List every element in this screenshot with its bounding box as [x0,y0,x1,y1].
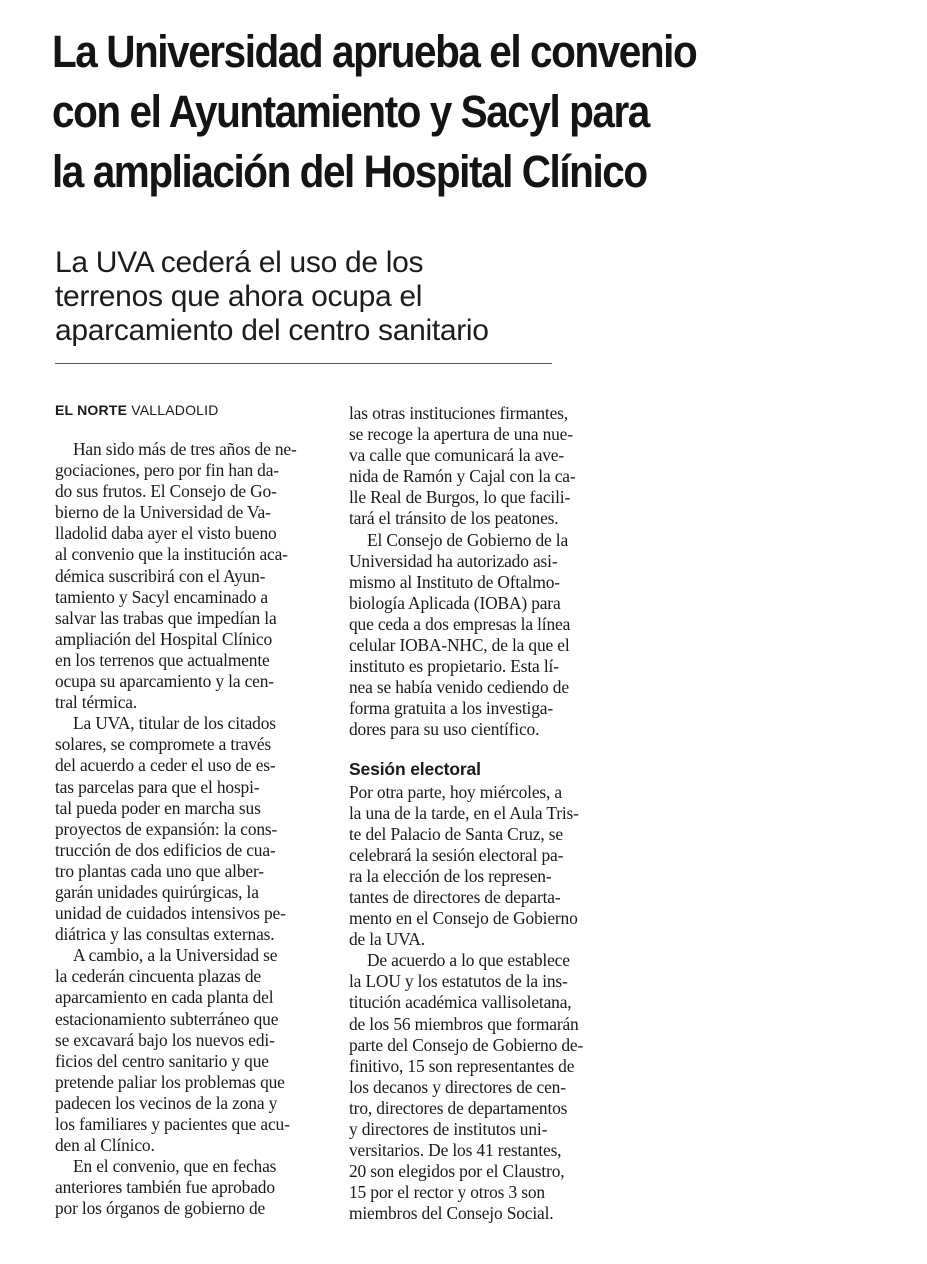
text-line: salvar las trabas que impedían la [55,607,277,628]
text-line: ampliación del Hospital Clínico [55,628,273,649]
text-line: de los 56 miembros que formarán [349,1013,579,1034]
text-line: en los terrenos que actualmente [55,649,270,670]
byline-location: VALLADOLID [131,402,219,418]
text-line: de la UVA. [349,929,425,950]
text-line: proyectos de expansión: la cons- [55,818,278,839]
subheadline-line: La UVA cederá el uso de los [55,246,424,279]
byline [55,402,219,418]
text-line: padecen los vecinos de la zona y [55,1092,278,1113]
byline-source: EL NORTE [55,402,128,418]
text-line: parte del Consejo de Gobierno de- [349,1034,584,1055]
text-line: unidad de cuidados intensivos pe- [55,903,286,924]
subheadline-line: aparcamiento del centro sanitario [55,314,489,347]
text-line: solares, se compromete a través [55,734,272,755]
subheadline-line: terrenos que ahora ocupa el [55,280,423,313]
text-line: bierno de la Universidad de Va- [55,502,271,523]
text-line: que ceda a dos empresas la línea [349,613,571,634]
text-line: va calle que comunicará la ave- [349,445,565,466]
text-line: A cambio, a la Universidad se [73,945,278,966]
text-line: forma gratuita a los investiga- [349,698,553,719]
text-line: biología Aplicada (IOBA) para [349,592,561,613]
subheadline [55,246,615,348]
text-line: ficios del centro sanitario y que [55,1050,269,1071]
text-line: 20 son elegidos por el Claustro, [349,1161,565,1182]
text-line: tantes de directores de departa- [349,886,561,907]
text-line: diátrica y las consultas externas. [55,924,275,945]
text-line: finitivo, 15 son representantes de [349,1055,575,1076]
text-line: De acuerdo a lo que establece [367,950,570,971]
text-line: las otras instituciones firmantes, [349,403,568,423]
text-line: nida de Ramón y Cajal con la ca- [349,466,576,487]
text-line: por los órganos de gobierno de [55,1198,266,1219]
text-line: tal pueda poder en marcha sus [55,797,261,818]
text-line: miembros del Consejo Social. [349,1203,554,1224]
text-line: trucción de dos edificios de cua- [55,839,276,860]
text-line: dores para su uso científico. [349,719,540,740]
left-column [55,439,320,1219]
text-line: ocupa su aparcamiento y la cen- [55,671,274,692]
text-line: ra la elección de los represen- [349,865,552,886]
text-line: tral térmica. [55,692,138,713]
text-line: nea se había venido cediendo de [349,677,569,698]
text-line: los familiares y pacientes que acu- [55,1114,290,1134]
section-heading: Sesión electoral [349,758,481,779]
text-line: la una de la tarde, en el Aula Tris- [349,802,579,823]
text-line: lladolid daba ayer el visto bueno [55,523,277,544]
text-line: Por otra parte, hoy miércoles, a [349,781,562,802]
text-line: tará el tránsito de los peatones. [349,508,559,529]
text-line: tro plantas cada uno que alber- [55,860,264,881]
headline-line: con el Ayuntamiento y Sacyl para [52,86,649,137]
text-line: los decanos y directores de cen- [349,1076,566,1097]
text-line: mento en el Consejo de Gobierno [349,908,578,929]
text-line: den al Clínico. [55,1135,155,1156]
text-line: tro, directores de departamentos [349,1097,568,1118]
text-line: estacionamiento subterráneo que [55,1008,279,1029]
text-line: aparcamiento en cada planta del [55,987,274,1008]
text-line: démica suscribirá con el Ayun- [55,565,266,586]
text-line: Han sido más de tres años de ne- [73,439,297,459]
text-line: la cederán cincuenta plazas de [55,966,261,987]
text-line: do sus frutos. El Consejo de Go- [55,481,277,502]
text-line: celebrará la sesión electoral pa- [349,844,564,865]
text-line: La UVA, titular de los citados [73,713,276,734]
right-column [349,403,613,1224]
text-line: tamiento y Sacyl encaminado a [55,586,268,607]
subheadline-divider [55,363,552,364]
text-line: y directores de institutos uni- [349,1119,548,1139]
text-line: pretende paliar los problemas que [55,1071,285,1092]
text-line: versitarios. De los 41 restantes, [349,1140,562,1161]
text-line: 15 por el rector y otros 3 son [349,1182,545,1203]
text-line: lle Real de Burgos, lo que facili- [349,487,571,508]
text-line: garán unidades quirúrgicas, la [55,881,259,902]
headline [52,22,835,202]
text-line: se excavará bajo los nuevos edi- [55,1029,275,1050]
text-line: te del Palacio de Santa Cruz, se [349,823,563,844]
text-line: El Consejo de Gobierno de la [367,529,569,550]
text-line: mismo al Instituto de Oftalmo- [349,571,560,592]
text-line: instituto es propietario. Esta lí- [349,656,559,677]
text-line: titución académica vallisoletana, [349,992,572,1013]
text-line: gociaciones, pero por fin han da- [55,460,279,481]
text-line: se recoge la apertura de una nue- [349,424,573,445]
text-line: la LOU y los estatutos de la ins- [349,971,568,992]
text-line: anteriores también fue aprobado [55,1177,275,1198]
text-line: tas parcelas para que el hospi- [55,776,260,797]
text-line: celular IOBA-NHC, de la que el [349,635,570,656]
text-line: del acuerdo a ceder el uso de es- [55,755,276,776]
headline-line: La Universidad aprueba el convenio [52,26,697,77]
text-line: Universidad ha autorizado asi- [349,550,558,571]
headline-line: la ampliación del Hospital Clínico [52,146,647,197]
text-line: En el convenio, que en fechas [73,1156,277,1177]
text-line: al convenio que la institución aca- [55,544,288,565]
